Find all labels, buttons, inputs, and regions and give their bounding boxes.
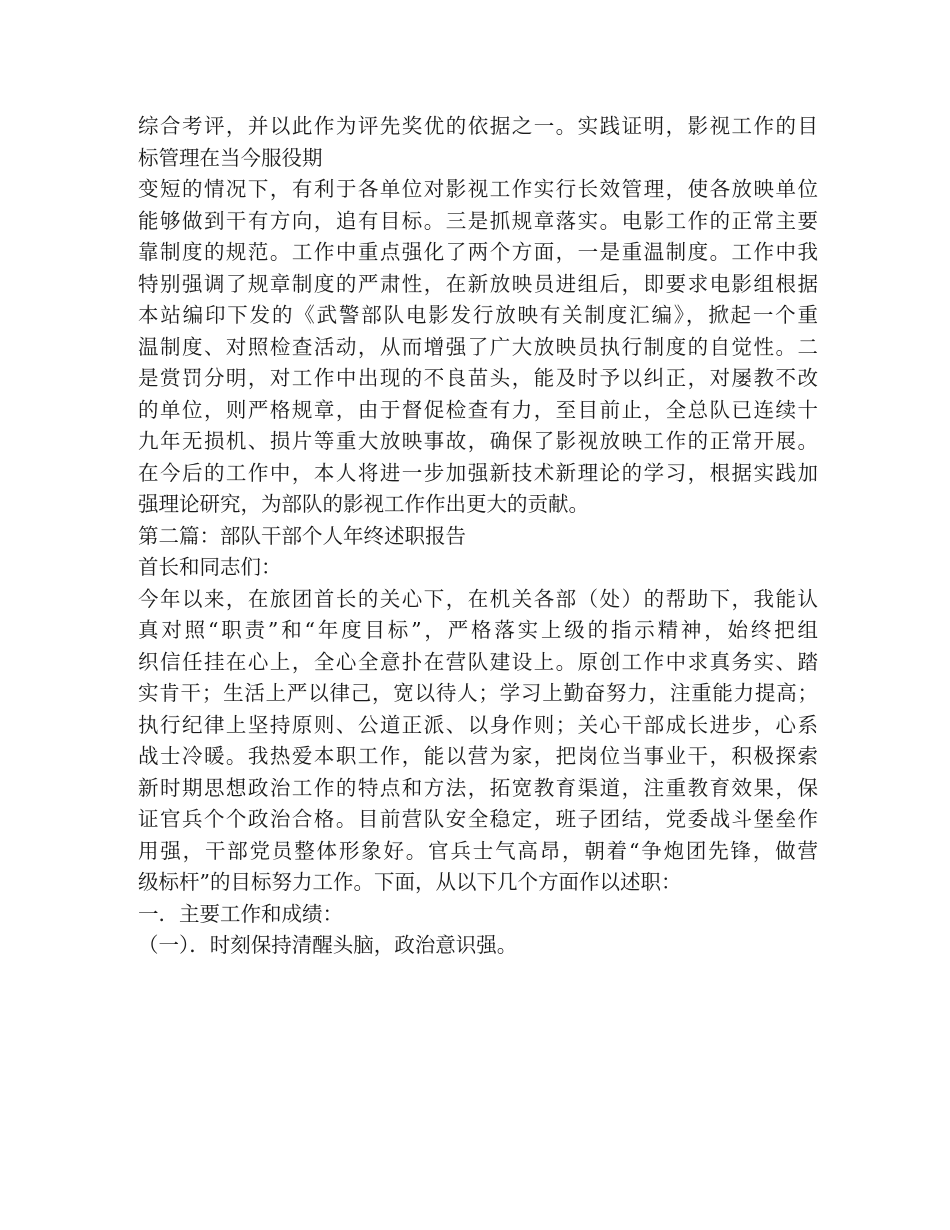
text-line: 证官兵个个政治合格。目前营队安全稳定，班子团结，党委战斗堡垒作 [138,807,818,831]
text-line: 织信任挂在心上，全心全意扑在营队建设上。原创工作中求真务实、踏 [138,649,818,674]
text-line: 执行纪律上坚持原则、公道正派、以身作则；关心干部成长进步，心系 [138,712,818,737]
text-line: 能够做到干有方向，追有目标。三是抓规章落实。电影工作的正常主要 [138,208,818,233]
document-page [138,111,818,962]
text-line: 真对照“职责”和“年度目标”，严格落实上级的指示精神，始终把组 [138,618,818,642]
text-line: （一）．时刻保持清醒头脑，政治意识强。 [138,933,518,957]
text-line: 变短的情况下，有利于各单位对影视工作实行长效管理，使各放映单位 [138,177,818,201]
text-line: 新时期思想政治工作的特点和方法，拓宽教育渠道，注重教育效果，保 [138,775,818,800]
text-line: 第二篇：部队干部个人年终述职报告 [138,523,466,548]
text-line: 在今后的工作中，本人将进一步加强新技术新理论的学习，根据实践加 [138,460,818,485]
text-line: 的单位，则严格规章，由于督促检查有力，至目前止，全总队已连续十 [138,397,818,422]
text-line: 实肯干；生活上严以律己，宽以待人；学习上勤奋努力，注重能力提高； [138,681,818,705]
text-line: 综合考评，并以此作为评先奖优的依据之一。实践证明，影视工作的目 [138,114,818,138]
text-line: 级标杆”的目标努力工作。下面，从以下几个方面作以述职： [138,870,682,894]
text-line: 标管理在当今服役期 [138,145,323,170]
text-line: 是赏罚分明，对工作中出现的不良苗头，能及时予以纠正，对屡教不改 [138,366,818,390]
text-line: 九年无损机、损片等重大放映事故，确保了影视放映工作的正常开展。 [138,429,818,453]
text-line: 强理论研究，为部队的影视工作作出更大的贡献。 [138,492,589,516]
text-line: 温制度、对照检查活动，从而增强了广大放映员执行制度的自觉性。二 [138,334,818,359]
text-line: 特别强调了规章制度的严肃性，在新放映员进组后，即要求电影组根据 [138,271,818,296]
text-line: 一．主要工作和成绩： [138,901,343,926]
text-line: 战士冷暖。我热爱本职工作，能以营为家，把岗位当事业干，积极探索 [138,744,818,768]
text-line: 靠制度的规范。工作中重点强化了两个方面，一是重温制度。工作中我 [138,240,818,264]
text-line: 用强，干部党员整体形象好。官兵士气高昂，朝着“争炮团先锋，做营 [138,838,818,863]
text-line: 本站编印下发的《武警部队电影发行放映有关制度汇编》，掀起一个重 [138,303,818,327]
text-line: 今年以来，在旅团首长的关心下，在机关各部（处）的帮助下，我能认 [138,586,818,611]
text-line: 首长和同志们： [138,555,282,579]
